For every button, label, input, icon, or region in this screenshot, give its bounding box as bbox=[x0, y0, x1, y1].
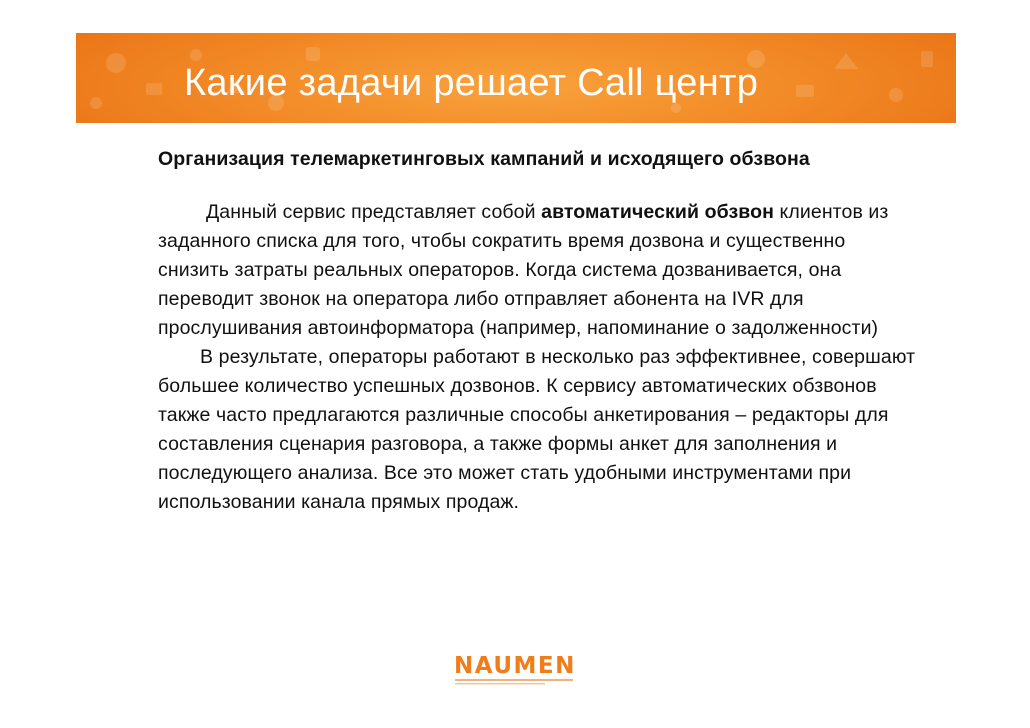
paragraph-text: клиентов из заданного списка для того, чтобы сократить время дозвона и существенно снизить затраты реальных операторов. Когда система дозванивается, она переводит звонок на оператора либо отправляет абонента на IVR для прослушивания автоинформатора (например, напоминание о задолженности) bbox=[158, 201, 889, 339]
slide-content bbox=[158, 145, 918, 517]
paragraph-auto-dialing bbox=[158, 198, 918, 343]
paragraph-text: Данный сервис представляет собой bbox=[206, 201, 542, 223]
slide-subtitle: Организация телемаркетинговых кампаний и исходящего обзвона bbox=[158, 148, 810, 170]
paragraph-results: В результате, операторы работают в несколько раз эффективнее, совершают большее количество успешных дозвонов. К сервису автоматических обзвонов также часто предлагаются различные способы анкетирования – редакторы для составления сценария разговора, а также формы анкет для заполнения и последующего анализа. Все это может стать удобными инструментами при использовании канала прямых продаж. bbox=[158, 346, 916, 513]
naumen-logo bbox=[452, 651, 576, 691]
title-banner bbox=[76, 33, 956, 123]
logo-text: NAUMEN bbox=[454, 653, 576, 679]
paragraph-bold-text: автоматический обзвон bbox=[541, 201, 775, 223]
slide-title: Какие задачи решает Call центр bbox=[184, 62, 759, 104]
